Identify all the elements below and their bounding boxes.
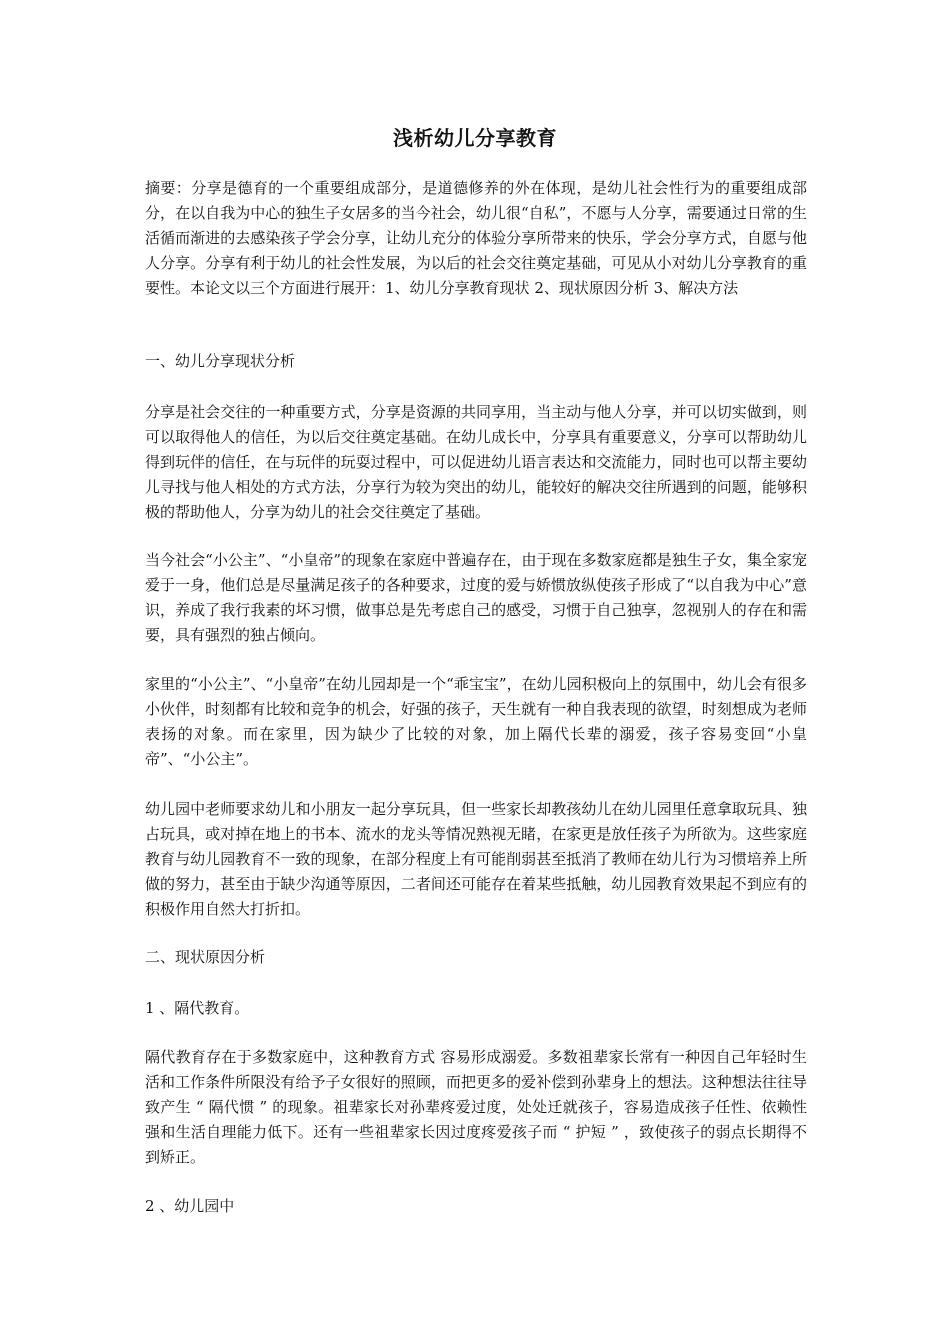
subsection-heading-2: 2 、幼儿园中 — [145, 1197, 235, 1215]
section-heading-2: 二、现状原因分析 — [145, 948, 266, 966]
paragraph-2: 当今社会“小公主”、“小皇帝”的现象在家庭中普遍存在，由于现在多数家庭都是独生子女，集全家宠爱于一身，他们总是尽量满足孩子的各种要求，过度的爱与娇惯放纵使孩子形成了“以自我为中心”意识，养成了我行我素的坏习惯，做事总是先考虑自己的感受，习惯于自己独享，忽视别人的存在和需要，具有强烈的独占倾向。 — [145, 551, 807, 644]
paragraph-5: 隔代教育存在于多数家庭中，这种教育方式 容易形成溺爱。多数祖辈家长常有一种因自己年轻时生活和工作条件所限没有给予子女很好的照顾，而把更多的爱补偿到孙辈身上的想法。这种想法往往导致产生 “ 隔代惯 ” 的现象。祖辈家长对孙辈疼爱过度，处处迁就孩子，容易造成孩子任性、依赖性强和生活自理能力低下。还有一些祖辈家长因过度疼爱孩子而 “ 护短 ” ，致使孩子的弱点长期得不到矫正。 — [145, 1048, 807, 1166]
subsection-heading-1: 1 、隔代教育。 — [145, 999, 250, 1017]
abstract-paragraph: 摘要：分享是德育的一个重要组成部分，是道德修养的外在体现，是幼儿社会性行为的重要组成部分，在以自我为中心的独生子女居多的当今社会，幼儿很“自私”，不愿与人分享，需要通过日常的生活循而渐进的去感染孩子学会分享，让幼儿充分的体验分享所带来的快乐，学会分享方式，自愿与他人分享。分享有利于幼儿的社会性发展，为以后的社会交往奠定基础，可见从小对幼儿分享教育的重要性。本论文以三个方面进行展开：1、幼儿分享教育现状 2、现状原因分析 3、解决方法 — [145, 179, 807, 297]
document-title: 浅析幼儿分享教育 — [393, 126, 557, 150]
paragraph-3: 家里的“小公主”、“小皇帝”在幼儿园却是一个“乖宝宝”，在幼儿园积极向上的氛围中，幼儿会有很多小伙伴，时刻都有比较和竞争的机会，好强的孩子，天生就有一种自我表现的欲望，时刻想成为老师表扬的对象。而在家里，因为缺少了比较的对象，加上隔代长辈的溺爱，孩子容易变回“小皇帝”、“小公主”。 — [145, 675, 807, 768]
paragraph-1: 分享是社会交往的一种重要方式，分享是资源的共同享用，当主动与他人分享，并可以切实做到，则可以取得他人的信任，为以后交往奠定基础。在幼儿成长中，分享具有重要意义，分享可以帮助幼儿得到玩伴的信任，在与玩伴的玩耍过程中，可以促进幼儿语言表达和交流能力，同时也可以帮主要幼儿寻找与他人相处的方式方法，分享行为较为突出的幼儿，能较好的解决交往所遇到的问题，能够积极的帮助他人，分享为幼儿的社会交往奠定了基础。 — [145, 403, 807, 521]
section-heading-1: 一、幼儿分享现状分析 — [145, 352, 296, 370]
paragraph-4: 幼儿园中老师要求幼儿和小朋友一起分享玩具，但一些家长却教孩幼儿在幼儿园里任意拿取玩具、独占玩具，或对掉在地上的书本、流水的龙头等情况熟视无睹，在家更是放任孩子为所欲为。这些家庭教育与幼儿园教育不一致的现象，在部分程度上有可能削弱甚至抵消了教师在幼儿行为习惯培养上所做的努力，甚至由于缺少沟通等原因，二者间还可能存在着某些抵触，幼儿园教育效果起不到应有的积极作用自然大打折扣。 — [145, 800, 807, 918]
